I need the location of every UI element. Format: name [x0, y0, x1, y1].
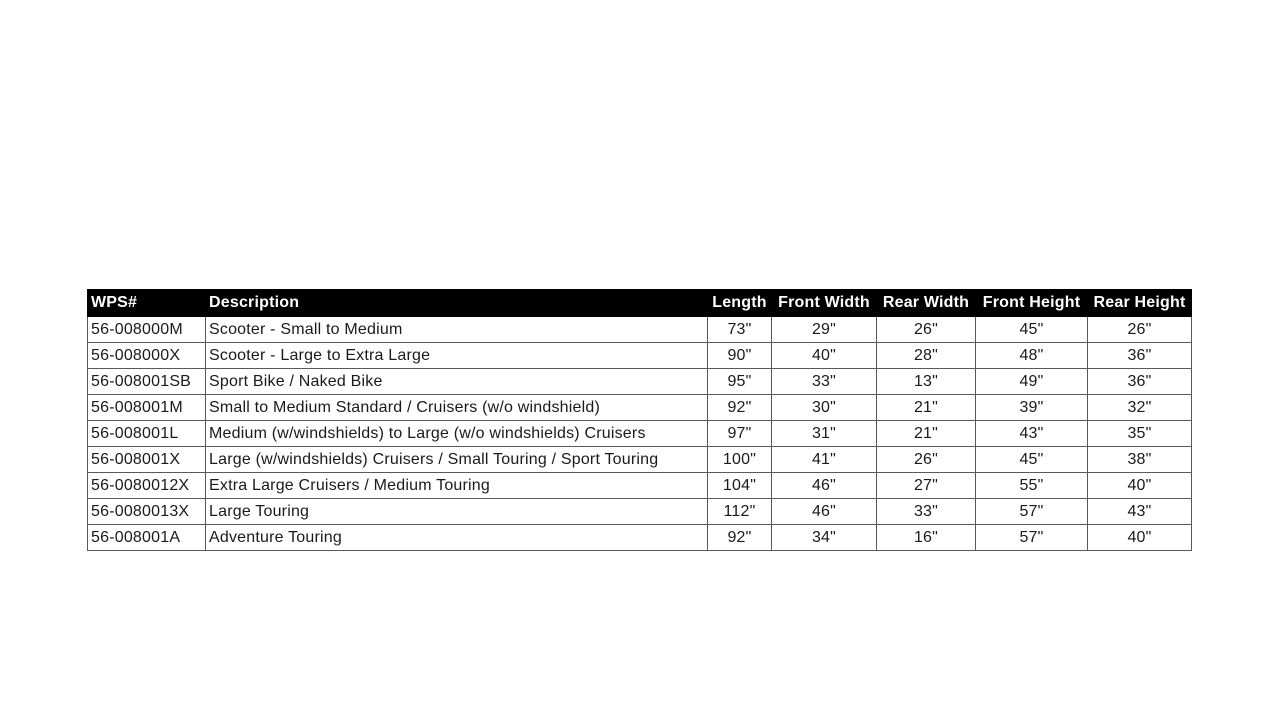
cell-length: 100" — [708, 447, 772, 473]
cell-front-height: 49" — [976, 369, 1088, 395]
table-row — [88, 369, 1192, 395]
cell-rear-width: 26" — [877, 447, 976, 473]
cell-length: 97" — [708, 421, 772, 447]
column-header-rear-height: Rear Height — [1088, 290, 1192, 317]
cell-rear-height: 35" — [1088, 421, 1192, 447]
table-row — [88, 317, 1192, 343]
cell-front-width: 31" — [772, 421, 877, 447]
column-header-length: Length — [708, 290, 772, 317]
header-row — [88, 290, 1192, 317]
cell-description: Scooter - Small to Medium — [206, 317, 708, 343]
cell-rear-height: 43" — [1088, 499, 1192, 525]
cell-wps: 56-008001M — [88, 395, 206, 421]
cell-wps: 56-008000X — [88, 343, 206, 369]
cell-description: Small to Medium Standard / Cruisers (w/o windshield) — [206, 395, 708, 421]
cell-front-width: 33" — [772, 369, 877, 395]
cell-description: Medium (w/windshields) to Large (w/o windshields) Cruisers — [206, 421, 708, 447]
cell-front-width: 41" — [772, 447, 877, 473]
cell-length: 104" — [708, 473, 772, 499]
table-row — [88, 473, 1192, 499]
cell-front-width: 29" — [772, 317, 877, 343]
cell-description: Scooter - Large to Extra Large — [206, 343, 708, 369]
cell-wps: 56-008001A — [88, 525, 206, 551]
cell-wps: 56-008001X — [88, 447, 206, 473]
cell-wps: 56-0080012X — [88, 473, 206, 499]
cell-rear-height: 40" — [1088, 473, 1192, 499]
cell-rear-width: 16" — [877, 525, 976, 551]
cell-front-width: 46" — [772, 499, 877, 525]
cell-length: 92" — [708, 525, 772, 551]
column-header-description: Description — [206, 290, 708, 317]
column-header-wps: WPS# — [88, 290, 206, 317]
table-row — [88, 395, 1192, 421]
cell-rear-width: 21" — [877, 421, 976, 447]
cell-rear-height: 38" — [1088, 447, 1192, 473]
cell-front-height: 45" — [976, 317, 1088, 343]
cell-length: 90" — [708, 343, 772, 369]
cell-front-width: 46" — [772, 473, 877, 499]
table-row — [88, 447, 1192, 473]
cell-description: Adventure Touring — [206, 525, 708, 551]
cell-front-height: 48" — [976, 343, 1088, 369]
cell-front-height: 43" — [976, 421, 1088, 447]
motorcycle-cover-size-table — [87, 289, 1192, 551]
column-header-front-height: Front Height — [976, 290, 1088, 317]
cell-rear-height: 26" — [1088, 317, 1192, 343]
cell-description: Extra Large Cruisers / Medium Touring — [206, 473, 708, 499]
cell-front-height: 39" — [976, 395, 1088, 421]
column-header-rear-width: Rear Width — [877, 290, 976, 317]
cell-wps: 56-008000M — [88, 317, 206, 343]
cell-description: Large (w/windshields) Cruisers / Small Touring / Sport Touring — [206, 447, 708, 473]
cell-front-width: 34" — [772, 525, 877, 551]
cell-wps: 56-0080013X — [88, 499, 206, 525]
cell-front-height: 55" — [976, 473, 1088, 499]
cell-length: 95" — [708, 369, 772, 395]
cell-front-height: 45" — [976, 447, 1088, 473]
cell-description: Large Touring — [206, 499, 708, 525]
cell-rear-height: 36" — [1088, 369, 1192, 395]
cell-rear-height: 40" — [1088, 525, 1192, 551]
cell-rear-width: 13" — [877, 369, 976, 395]
cell-rear-height: 36" — [1088, 343, 1192, 369]
cell-length: 112" — [708, 499, 772, 525]
cell-rear-width: 26" — [877, 317, 976, 343]
cell-length: 92" — [708, 395, 772, 421]
cell-front-height: 57" — [976, 525, 1088, 551]
cell-rear-width: 27" — [877, 473, 976, 499]
cell-description: Sport Bike / Naked Bike — [206, 369, 708, 395]
table-row — [88, 499, 1192, 525]
cell-front-height: 57" — [976, 499, 1088, 525]
table-row — [88, 343, 1192, 369]
cell-front-width: 30" — [772, 395, 877, 421]
cell-rear-width: 28" — [877, 343, 976, 369]
cell-rear-height: 32" — [1088, 395, 1192, 421]
cell-length: 73" — [708, 317, 772, 343]
cell-wps: 56-008001L — [88, 421, 206, 447]
cell-rear-width: 21" — [877, 395, 976, 421]
table-row — [88, 525, 1192, 551]
cell-front-width: 40" — [772, 343, 877, 369]
table-row — [88, 421, 1192, 447]
table-header — [88, 290, 1192, 317]
table-body — [88, 317, 1192, 551]
cell-rear-width: 33" — [877, 499, 976, 525]
cell-wps: 56-008001SB — [88, 369, 206, 395]
column-header-front-width: Front Width — [772, 290, 877, 317]
